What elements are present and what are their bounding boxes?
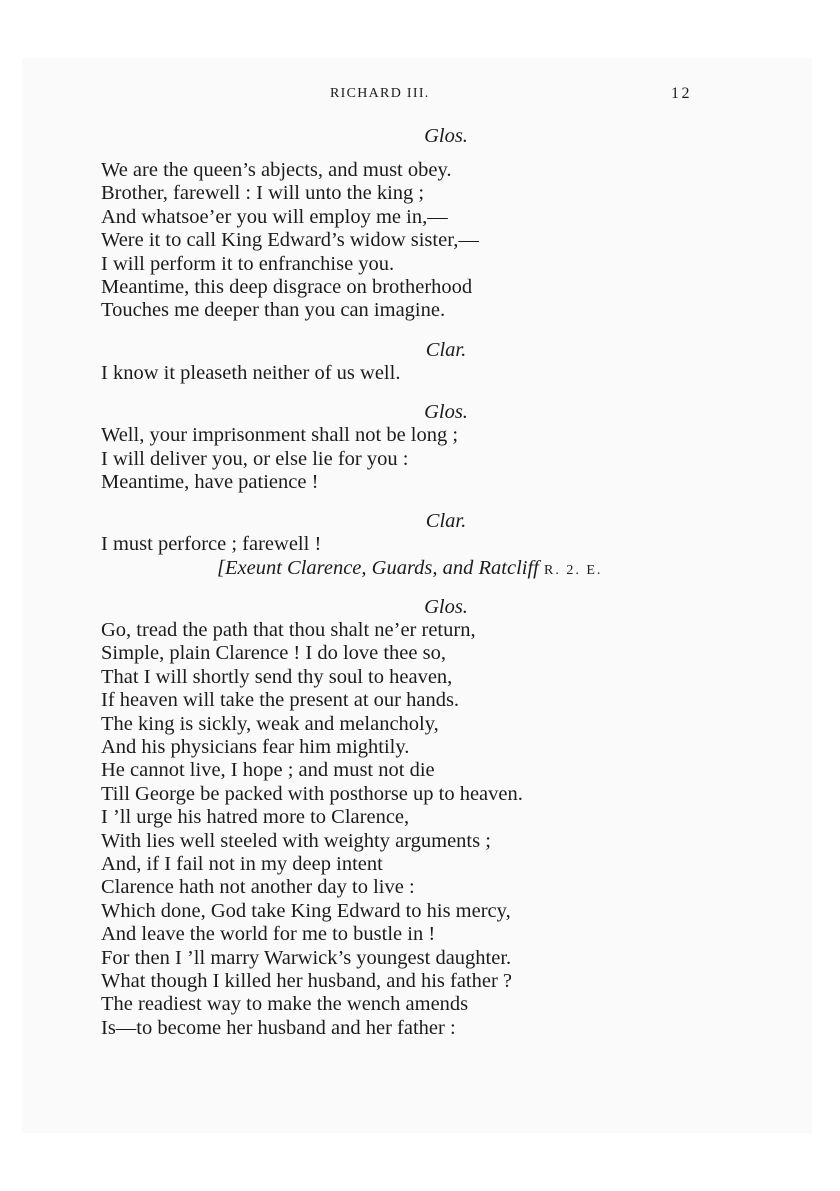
stage-direction bbox=[101, 557, 741, 580]
verse-line: Clarence hath not another day to live : bbox=[101, 876, 415, 899]
verse-line: For then I ’ll marry Warwick’s youngest daughter. bbox=[101, 946, 512, 969]
verse-line: I know it pleaseth neither of us well. bbox=[101, 361, 401, 384]
verse-line: I will perform it to enfranchise you. bbox=[101, 252, 395, 275]
speaker-heading: Glos. bbox=[424, 596, 468, 619]
verse-line: What though I killed her husband, and his father ? bbox=[101, 969, 513, 992]
running-title: RICHARD III. bbox=[330, 86, 430, 101]
verse-line: Meantime, have patience ! bbox=[101, 470, 319, 493]
page-header bbox=[0, 86, 840, 106]
verse-line: Were it to call King Edward’s widow sister,— bbox=[101, 229, 479, 252]
page-number: 12 bbox=[671, 85, 692, 102]
verse-line: Till George be packed with posthorse up to heaven. bbox=[101, 782, 523, 805]
verse-line: He cannot live, I hope ; and must not die bbox=[101, 759, 435, 782]
verse-line: Brother, farewell : I will unto the king ; bbox=[101, 182, 425, 205]
verse-line: I will deliver you, or else lie for you : bbox=[101, 447, 409, 470]
speaker-heading: Glos. bbox=[424, 125, 468, 147]
verse-line: We are the queen’s abjects, and must obey. bbox=[101, 159, 452, 181]
verse-line: Well, your imprisonment shall not be long ; bbox=[101, 424, 459, 447]
verse-line: With lies well steeled with weighty arguments ; bbox=[101, 829, 491, 852]
verse-line: I ’ll urge his hatred more to Clarence, bbox=[101, 806, 410, 829]
verse-line: And whatsoe’er you will employ me in,— bbox=[101, 205, 448, 228]
verse-line: If heaven will take the present at our hands. bbox=[101, 689, 460, 712]
stage-direction-text: [Exeunt Clarence, Guards, and Ratcliff bbox=[217, 556, 539, 579]
speaker-heading: Clar. bbox=[425, 338, 467, 361]
verse-line: And leave the world for me to bustle in ! bbox=[101, 923, 436, 946]
speaker-heading: Glos. bbox=[424, 401, 468, 424]
verse-line: Meantime, this deep disgrace on brotherhood bbox=[101, 275, 473, 298]
play-text bbox=[101, 124, 741, 1040]
verse-line: Which done, God take King Edward to his mercy, bbox=[101, 899, 511, 922]
stage-direction-ref: R. 2. E. bbox=[544, 562, 603, 578]
verse-line: Is—to become her husband and her father : bbox=[101, 1016, 456, 1039]
verse-line: And his physicians fear him mightily. bbox=[101, 736, 410, 759]
verse-line: And, if I fail not in my deep intent bbox=[101, 852, 383, 875]
verse-line: The king is sickly, weak and melancholy, bbox=[101, 712, 439, 735]
verse-line: Touches me deeper than you can imagine. bbox=[101, 299, 446, 322]
verse-line: The readiest way to make the wench amends bbox=[101, 993, 469, 1016]
verse-line: I must perforce ; farewell ! bbox=[101, 533, 322, 556]
speaker-heading: Clar. bbox=[425, 510, 467, 533]
verse-line: Go, tread the path that thou shalt ne’er return, bbox=[101, 619, 476, 642]
verse-line: Simple, plain Clarence ! I do love thee so, bbox=[101, 642, 446, 665]
verse-line: That I will shortly send thy soul to heaven, bbox=[101, 665, 453, 688]
